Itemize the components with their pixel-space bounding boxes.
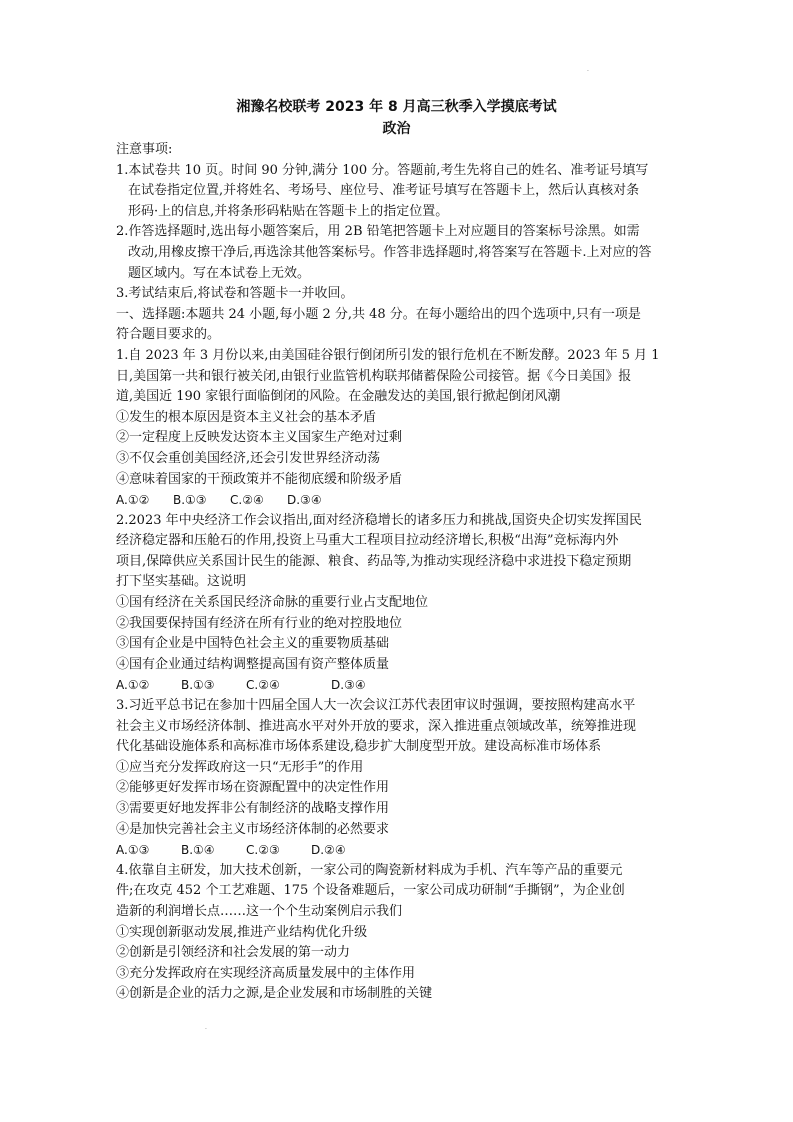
choice-a: A.①② — [116, 493, 150, 508]
question-3 — [116, 696, 682, 861]
notice-line: 3.考试结束后,将试卷和答题卡一并收回。 — [116, 286, 354, 302]
question-line: 造新的利润增长点……这一个个生动案例启示我们 — [116, 903, 403, 919]
question-line: 项目,保障供应关系国计民生的能源、粮食、药品等,为推动实现经济稳中求进投下稳定预期 — [116, 553, 632, 569]
answer-choices — [116, 490, 682, 511]
option-item: ①国有经济在关系国民经济命脉的重要行业占支配地位 — [116, 595, 429, 611]
notice-item — [116, 161, 682, 223]
choice-c: C.②③ — [246, 843, 280, 858]
option-item: ①发生的根本原因是资本主义社会的基本矛盾 — [116, 409, 377, 425]
question-line: 代化基础设施体系和高标准市场体系建设,稳步扩大制度型开放。建设高标准市场体系 — [116, 739, 602, 755]
choice-a: A.①② — [116, 678, 150, 693]
notice-line: 2.作答选择题时,选出每小题答案后，用 2B 铅笔把答题卡上对应题目的答案标号涂黑。如需 — [116, 224, 640, 240]
option-item: ②我国要保持国有经济在所有行业的绝对控股地位 — [116, 615, 403, 631]
choice-d: D.③④ — [331, 678, 366, 693]
section-heading — [116, 305, 682, 346]
option-item: ②一定程度上反映发达资本主义国家生产绝对过剩 — [116, 430, 403, 446]
question-line: 日,美国第一共和银行被关闭,由银行业监管机构联邦储蓄保险公司接管。据《今日美国》报 — [116, 368, 632, 384]
choice-a: A.①③ — [116, 843, 150, 858]
notice-item — [116, 284, 682, 305]
notice-line: 题区域内。写在本试卷上无效。 — [128, 265, 311, 281]
choice-d: D.③④ — [287, 493, 322, 508]
choice-b: B.①③ — [173, 493, 207, 508]
notice-heading: 注意事项: — [116, 142, 173, 157]
question-line: 3.习近平总书记在参加十四届全国人大一次会议江苏代表团审议时强调，要按照构建高水平 — [116, 698, 636, 714]
choice-b: B.①④ — [181, 843, 215, 858]
question-line: 1.自 2023 年 3 月份以来,由美国硅谷银行倒闭所引发的银行危机在不断发酵。2023 年 5 月 1 — [116, 347, 660, 363]
option-item: ④创新是企业的活力之源,是企业发展和市场制胜的关键 — [116, 986, 433, 1002]
notice-line: 形码·上的信息,并将条形码粘贴在答题卡上的指定位置。 — [128, 203, 449, 219]
question-line: 打下坚实基础。这说明 — [116, 574, 247, 590]
option-item: ④意味着国家的干预政策并不能彻底缓和阶级矛盾 — [116, 471, 403, 487]
scan-dot-top: . — [587, 66, 589, 73]
scan-dot-bottom: . — [205, 1024, 207, 1031]
option-item: ②能够更好发挥市场在资源配置中的决定性作用 — [116, 780, 390, 796]
question-line: 道,美国近 190 家银行面临倒闭的风险。在金融发达的美国,银行掀起倒闭风潮 — [116, 389, 561, 405]
section-line: 一、选择题:本题共 24 小题,每小题 2 分,共 48 分。在每小题给出的四个选项中,只有一项是 — [116, 306, 641, 322]
option-item: ③充分发挥政府在实现经济高质量发展中的主体作用 — [116, 965, 416, 981]
option-item: ②创新是引领经济和社会发展的第一动力 — [116, 945, 351, 961]
question-4 — [116, 861, 682, 1005]
question-line: 4.依靠自主研发，加大技术创新，一家公司的陶瓷新材料成为手机、汽车等产品的重要元 — [116, 862, 623, 878]
subject-title: 政治 — [382, 121, 411, 137]
section-line: 符合题目要求的。 — [116, 327, 221, 343]
choice-c: C.②④ — [246, 678, 280, 693]
question-line: 件;在攻克 452 个工艺难题、175 个设备难题后，一家公司成功研制“手撕钢”，为企业创 — [116, 883, 625, 899]
notice-line: 改动,用橡皮擦干净后,再选涂其他答案标号。作答非选择题时,将答案写在答题卡.上对应的答 — [128, 244, 652, 260]
option-item: ①应当充分发挥政府这一只“无形手”的作用 — [116, 759, 364, 775]
option-item: ①实现创新驱动发展,推进产业结构优化升级 — [116, 924, 368, 940]
option-item: ④是加快完善社会主义市场经济体制的必然要求 — [116, 821, 390, 837]
exam-body — [116, 140, 682, 1005]
notice-line: 在试卷指定位置,并将姓名、考场号、座位号、准考证号填写在答题卡上，然后认真核对条 — [128, 183, 640, 199]
question-line: 经济稳定器和压舱石的作用,投资上马重大工程项目拉动经济增长,积极“出海”竞标海内外 — [116, 533, 619, 549]
choice-b: B.①③ — [181, 678, 215, 693]
option-item: ③不仅会重创美国经济,还会引发世界经济动荡 — [116, 450, 381, 466]
choice-c: C.②④ — [230, 493, 264, 508]
question-2 — [116, 511, 682, 696]
notice-line: 1.本试卷共 10 页。时间 90 分钟,满分 100 分。答题前,考生先将自己的姓名、准考证号填写 — [116, 162, 649, 178]
exam-title: 湘豫名校联考 2023 年 8 月高三秋季入学摸底考试 — [236, 99, 557, 115]
answer-choices — [116, 840, 682, 861]
question-1 — [116, 346, 682, 511]
option-item: ④国有企业通过结构调整提高国有资产整体质量 — [116, 656, 390, 672]
option-item: ③需要更好地发挥非公有制经济的战略支撑作用 — [116, 801, 390, 816]
notice-item — [116, 222, 682, 284]
question-line: 社会主义市场经济体制、推进高水平对外开放的要求，深入推进重点领域改革，统筹推进现 — [116, 718, 637, 734]
option-item: ③国有企业是中国特色社会主义的重要物质基础 — [116, 636, 390, 652]
question-line: 2.2023 年中央经济工作会议指出,面对经济稳增长的诸多压力和挑战,国资央企切实发挥国民 — [116, 512, 642, 528]
choice-d: D.②④ — [311, 843, 346, 858]
answer-choices — [116, 675, 682, 696]
